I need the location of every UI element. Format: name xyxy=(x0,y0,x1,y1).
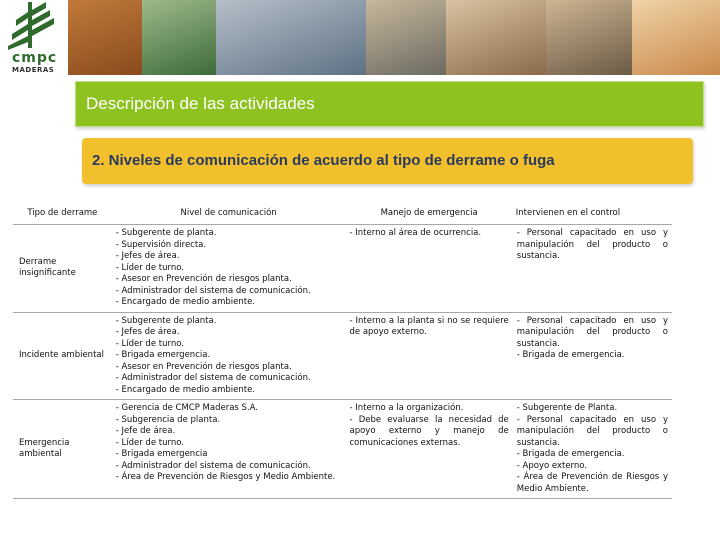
list-item: - Jefes de área. xyxy=(115,251,180,261)
communication-level-cell xyxy=(112,225,346,313)
logo-subtitle: MADERAS xyxy=(12,66,55,74)
list-item: - Administrador del sistema de comunicación. xyxy=(115,460,311,471)
list-item: - Líder de turno. xyxy=(115,262,184,273)
sawmill-photo xyxy=(216,0,366,75)
table-row xyxy=(13,312,672,400)
spill-type-cell: Derrame insignificante xyxy=(13,225,112,313)
header-tipo: Tipo de derrame xyxy=(13,201,112,225)
emergency-handling-cell xyxy=(346,312,513,400)
list-item: - Encargado de medio ambiente. xyxy=(115,297,256,307)
list-item: - Gerencia de CMCP Maderas S.A. xyxy=(115,403,259,413)
spill-type-cell: Incidente ambiental xyxy=(13,312,112,400)
list-item: - Personal capacitado en uso y manipulación del producto o sustancia. xyxy=(516,228,668,261)
list-item: - Área de Prevención de Riesgos y Medio Ambiente. xyxy=(115,472,336,482)
communication-levels-table xyxy=(13,201,672,499)
list-item: - Brigada emergencia. xyxy=(115,350,211,360)
subsection-banner xyxy=(82,138,693,184)
emergency-handling-cell xyxy=(346,225,513,313)
list-item: - Subgerencia de planta. xyxy=(115,414,221,425)
header-manejo: Manejo de emergencia xyxy=(346,201,513,225)
control-participants-cell xyxy=(513,400,672,499)
list-item: - Apoyo externo. xyxy=(516,460,588,471)
list-item: - Brigada emergencia xyxy=(115,449,208,459)
header-photo-strip xyxy=(68,0,720,75)
list-item: - Jefe de área. xyxy=(115,426,176,436)
tree-logo-icon xyxy=(6,0,56,50)
list-item: - Supervisión directa. xyxy=(115,239,207,250)
logs-photo xyxy=(366,0,446,75)
wood-panels-photo xyxy=(632,0,720,75)
communication-level-cell xyxy=(112,312,346,400)
table-row xyxy=(13,225,672,313)
list-item: - Administrador del sistema de comunicación. xyxy=(115,285,311,296)
forest-photo xyxy=(142,0,216,75)
list-item: - Subgerente de planta. xyxy=(115,228,217,238)
list-item: - Interno a la organización. xyxy=(349,403,464,413)
logo-brand: cmpc xyxy=(12,50,58,66)
list-item: - Asesor en Prevención de riesgos planta. xyxy=(115,361,292,372)
list-item: - Subgerente de planta. xyxy=(115,315,217,326)
list-item: - Líder de turno. xyxy=(115,338,184,349)
list-item: - Encargado de medio ambiente. xyxy=(115,384,256,395)
header-control: Intervienen en el control xyxy=(513,201,672,225)
list-item: - Administrador del sistema de comunicación. xyxy=(115,373,311,383)
list-item: - Subgerente de Planta. xyxy=(516,403,618,413)
page-title: Descripción de las actividades xyxy=(86,94,315,113)
list-item: - Jefes de área. xyxy=(115,327,180,337)
control-participants-cell xyxy=(513,312,672,400)
table-row xyxy=(13,400,672,499)
subsection-title: 2. Niveles de comunicación de acuerdo al tipo de derrame o fuga xyxy=(92,152,555,169)
list-item: - Debe evaluarse la necesidad de apoyo externo y manejo de comunicaciones externas. xyxy=(349,414,509,448)
list-item: - Interno al área de ocurrencia. xyxy=(349,228,482,238)
list-item: - Brigada de emergencia. xyxy=(516,449,625,459)
forklift-photo xyxy=(546,0,632,75)
section-title-banner xyxy=(75,81,704,127)
pine-cones-photo xyxy=(68,0,142,75)
list-item: - Personal capacitado en uso y manipulación del producto o sustancia. xyxy=(516,315,668,349)
communication-level-cell xyxy=(112,400,346,499)
list-item: - Interno a la planta si no se requiere de apoyo externo. xyxy=(349,315,509,337)
list-item: - Área de Prevención de Riesgos y Medio Ambiente. xyxy=(516,472,668,494)
header-nivel: Nivel de comunicación xyxy=(112,201,346,225)
list-item: - Brigada de emergencia. xyxy=(516,350,625,360)
table-header-row xyxy=(13,201,672,225)
spill-type-cell: Emergencia ambiental xyxy=(13,400,112,499)
lumber-yard-photo xyxy=(446,0,546,75)
control-participants-cell xyxy=(513,225,672,313)
list-item: - Personal capacitado en uso y manipulación del producto o sustancia. xyxy=(516,414,668,448)
cmpc-logo xyxy=(6,0,64,78)
emergency-handling-cell xyxy=(346,400,513,499)
list-item: - Asesor en Prevención de riesgos planta. xyxy=(115,274,292,284)
list-item: - Líder de turno. xyxy=(115,437,184,448)
